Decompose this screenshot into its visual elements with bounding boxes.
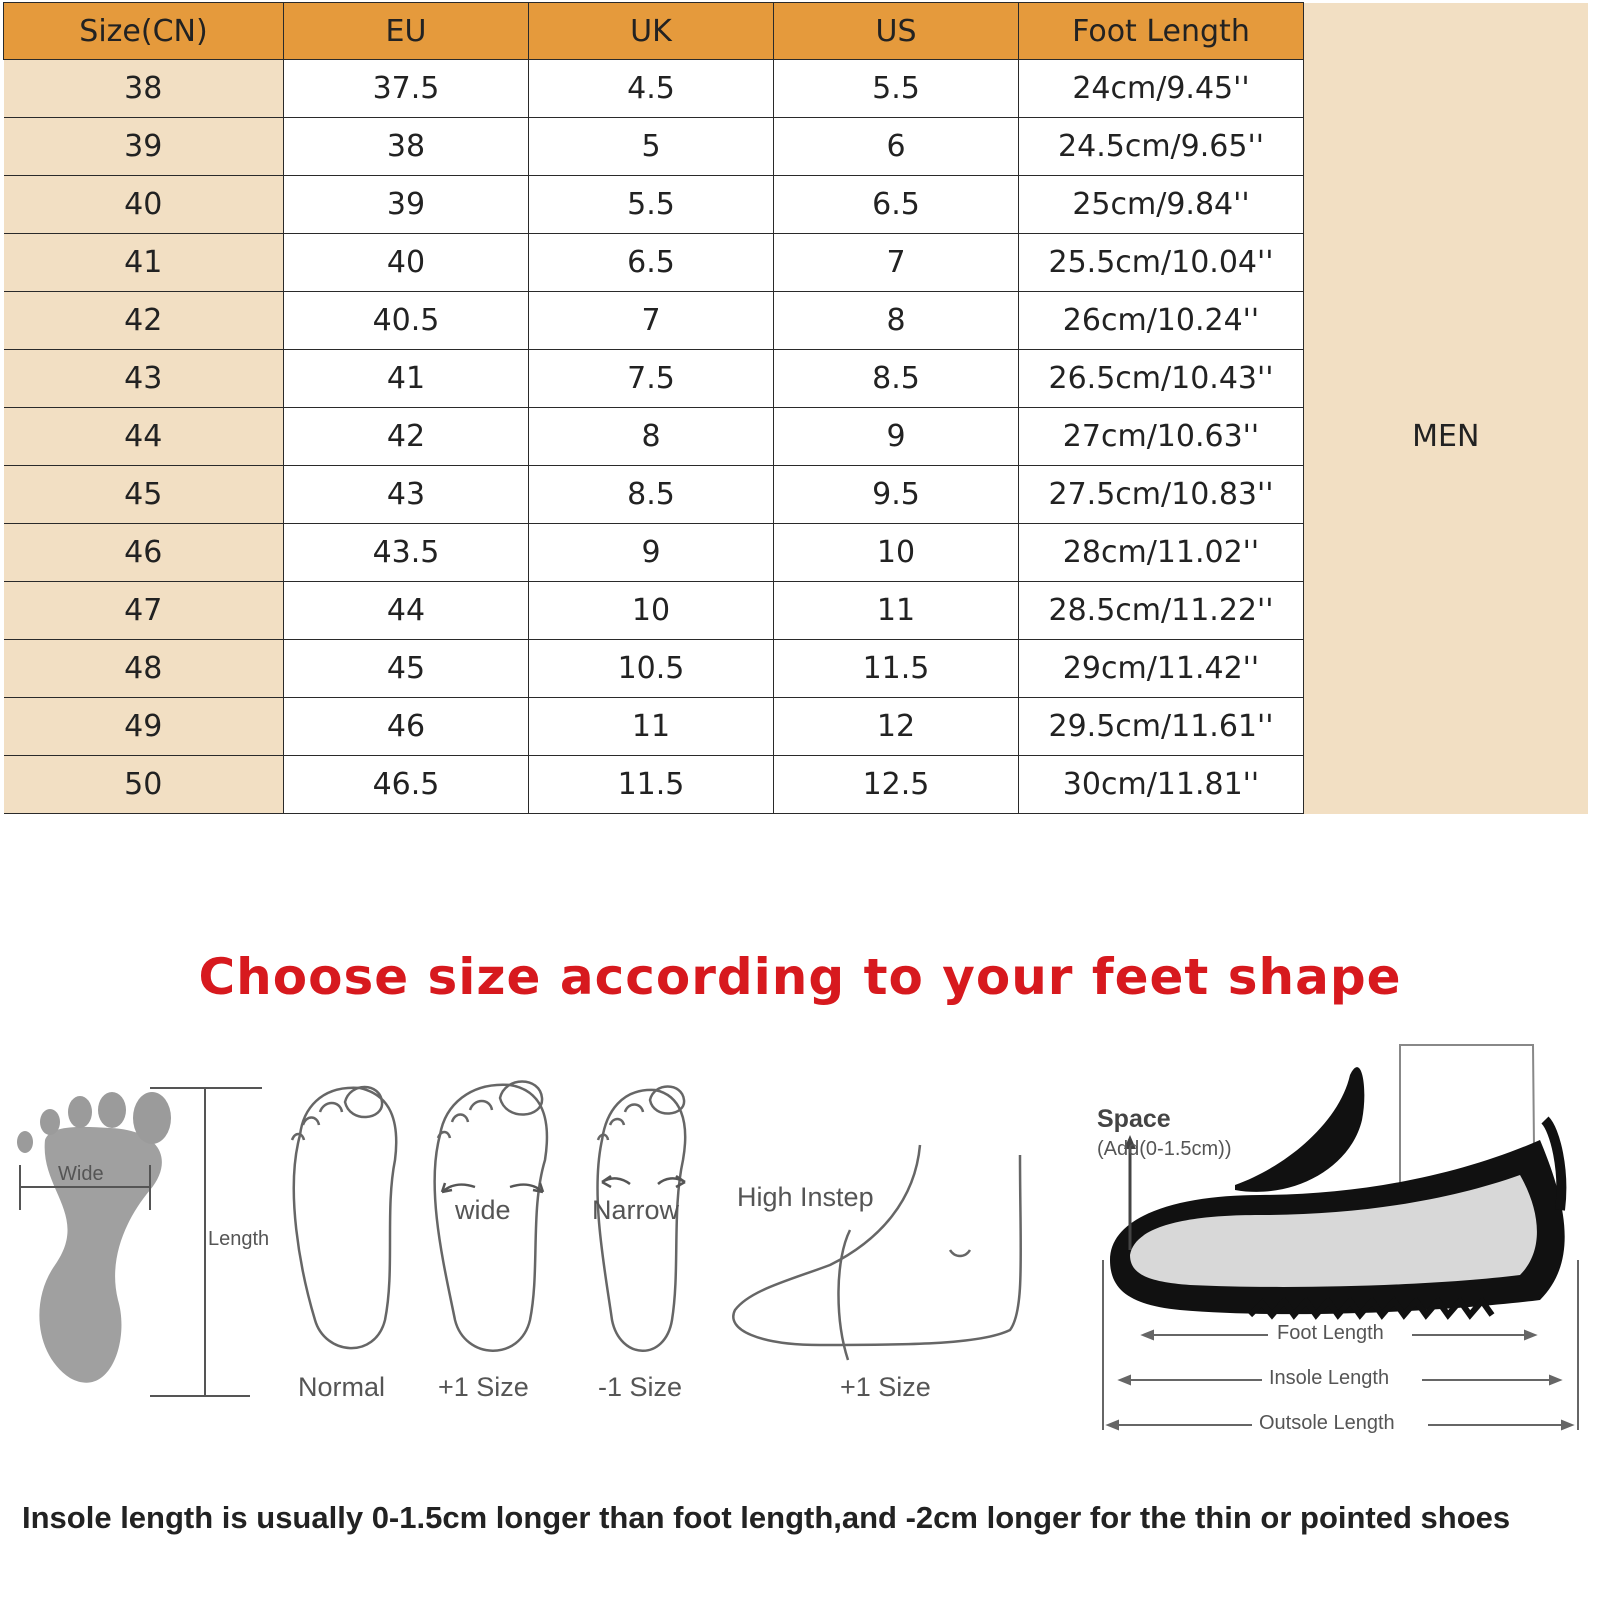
cell-eu: 41 <box>284 350 529 408</box>
cell-uk: 8.5 <box>529 466 774 524</box>
foot-length-label: Foot Length <box>1277 1322 1384 1344</box>
cell-us: 6.5 <box>774 176 1019 234</box>
cell-us: 11.5 <box>774 640 1019 698</box>
narrow-arrow-left-icon <box>602 1176 630 1187</box>
cell-foot-length: 28cm/11.02'' <box>1019 524 1304 582</box>
cell-foot-length: 26.5cm/10.43'' <box>1019 350 1304 408</box>
cell-uk: 7.5 <box>529 350 774 408</box>
header-eu: EU <box>284 3 529 60</box>
cell-uk: 4.5 <box>529 60 774 118</box>
cell-size-cn: 41 <box>4 234 284 292</box>
cell-size-cn: 44 <box>4 408 284 466</box>
cell-size-cn: 40 <box>4 176 284 234</box>
cell-foot-length: 24cm/9.45'' <box>1019 60 1304 118</box>
cell-foot-length: 27.5cm/10.83'' <box>1019 466 1304 524</box>
cell-eu: 43.5 <box>284 524 529 582</box>
cell-foot-length: 25.5cm/10.04'' <box>1019 234 1304 292</box>
cell-uk: 5 <box>529 118 774 176</box>
cell-us: 8.5 <box>774 350 1019 408</box>
high-instep-label: High Instep <box>737 1182 874 1212</box>
insole-length-label: Insole Length <box>1269 1367 1390 1389</box>
cell-foot-length: 29cm/11.42'' <box>1019 640 1304 698</box>
cell-us: 9.5 <box>774 466 1019 524</box>
cell-eu: 46.5 <box>284 756 529 814</box>
high-instep-adjust-label: +1 Size <box>840 1372 931 1402</box>
cell-foot-length: 25cm/9.84'' <box>1019 176 1304 234</box>
cell-us: 5.5 <box>774 60 1019 118</box>
cell-uk: 5.5 <box>529 176 774 234</box>
wide-label: Wide <box>58 1163 104 1185</box>
cell-foot-length: 26cm/10.24'' <box>1019 292 1304 350</box>
wide-adjust-label: +1 Size <box>438 1372 529 1402</box>
footprint-icon <box>17 1092 171 1383</box>
length-label: Length <box>208 1228 270 1250</box>
cell-size-cn: 49 <box>4 698 284 756</box>
cell-size-cn: 45 <box>4 466 284 524</box>
cell-eu: 44 <box>284 582 529 640</box>
cell-us: 10 <box>774 524 1019 582</box>
wide-shape-label: wide <box>455 1195 511 1225</box>
cell-uk: 11 <box>529 698 774 756</box>
cell-eu: 40.5 <box>284 292 529 350</box>
narrow-adjust-label: -1 Size <box>598 1372 683 1402</box>
cell-foot-length: 28.5cm/11.22'' <box>1019 582 1304 640</box>
cell-size-cn: 46 <box>4 524 284 582</box>
outsole-length-label: Outsole Length <box>1259 1412 1395 1434</box>
cell-size-cn: 48 <box>4 640 284 698</box>
cell-us: 8 <box>774 292 1019 350</box>
cell-uk: 11.5 <box>529 756 774 814</box>
cell-uk: 6.5 <box>529 234 774 292</box>
header-uk: UK <box>529 3 774 60</box>
cell-eu: 39 <box>284 176 529 234</box>
cell-size-cn: 39 <box>4 118 284 176</box>
wide-arrow-right-icon <box>510 1183 543 1192</box>
cell-foot-length: 24.5cm/9.65'' <box>1019 118 1304 176</box>
cell-us: 12.5 <box>774 756 1019 814</box>
cell-eu: 37.5 <box>284 60 529 118</box>
cell-uk: 10 <box>529 582 774 640</box>
cell-us: 11 <box>774 582 1019 640</box>
cell-foot-length: 30cm/11.81'' <box>1019 756 1304 814</box>
cell-eu: 45 <box>284 640 529 698</box>
cell-uk: 8 <box>529 408 774 466</box>
cell-uk: 7 <box>529 292 774 350</box>
cell-us: 6 <box>774 118 1019 176</box>
cell-us: 12 <box>774 698 1019 756</box>
space-label: Space <box>1097 1105 1171 1133</box>
cell-uk: 9 <box>529 524 774 582</box>
space-note: (Add(0-1.5cm)) <box>1097 1138 1232 1160</box>
cell-us: 7 <box>774 234 1019 292</box>
cell-foot-length: 27cm/10.63'' <box>1019 408 1304 466</box>
cell-foot-length: 29.5cm/11.61'' <box>1019 698 1304 756</box>
cell-eu: 40 <box>284 234 529 292</box>
cell-eu: 43 <box>284 466 529 524</box>
cell-size-cn: 47 <box>4 582 284 640</box>
header-size-cn: Size(CN) <box>4 3 284 60</box>
guide-title: Choose size according to your feet shape <box>198 948 1402 1006</box>
header-foot-length: Foot Length <box>1019 3 1304 60</box>
cell-eu: 38 <box>284 118 529 176</box>
cell-size-cn: 38 <box>4 60 284 118</box>
wide-arrow-left-icon <box>442 1183 475 1192</box>
normal-adjust-label: Normal <box>298 1372 386 1402</box>
cell-us: 9 <box>774 408 1019 466</box>
cell-size-cn: 42 <box>4 292 284 350</box>
cell-eu: 42 <box>284 408 529 466</box>
narrow-shape-label: Narrow <box>592 1195 680 1225</box>
cell-size-cn: 43 <box>4 350 284 408</box>
insole-note: Insole length is usually 0-1.5cm longer than foot length,and -2cm longer for the thin or pointed shoes <box>22 1500 1511 1535</box>
gender-label: MEN <box>1304 60 1588 814</box>
high-instep-foot-icon <box>733 1145 1020 1345</box>
normal-foot-icon <box>294 1088 396 1348</box>
cell-uk: 10.5 <box>529 640 774 698</box>
cell-size-cn: 50 <box>4 756 284 814</box>
cell-eu: 46 <box>284 698 529 756</box>
header-us: US <box>774 3 1019 60</box>
